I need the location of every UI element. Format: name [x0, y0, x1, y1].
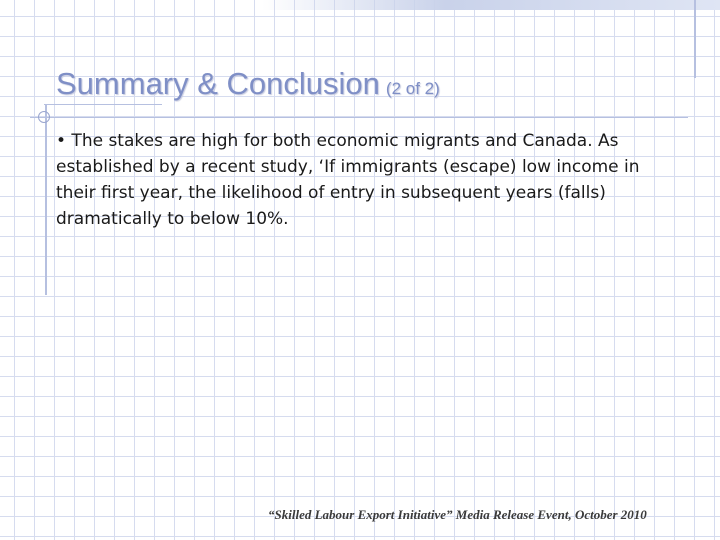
horizontal-rule: [30, 117, 688, 118]
left-vertical-rule: [45, 105, 47, 295]
crosshair-circle-icon: [38, 111, 50, 123]
slide-title-main: Summary & Conclusion: [56, 66, 380, 101]
slide-title-suffix: (2 of 2): [385, 79, 440, 98]
right-decorative-rule: [694, 0, 696, 78]
title-underline-rule: [44, 104, 162, 105]
top-decorative-band: [262, 0, 720, 10]
slide-title: [56, 66, 440, 102]
slide-footer: “Skilled Labour Export Initiative” Media Release Event, October 2010: [268, 507, 647, 522]
bullet-text: • The stakes are high for both economic migrants and Canada. As established by a recent study, ‘If immigrants (escape) low income in their first year, the likelihood of entry in subsequent years (falls) dramatically to below 10%.: [56, 131, 640, 229]
